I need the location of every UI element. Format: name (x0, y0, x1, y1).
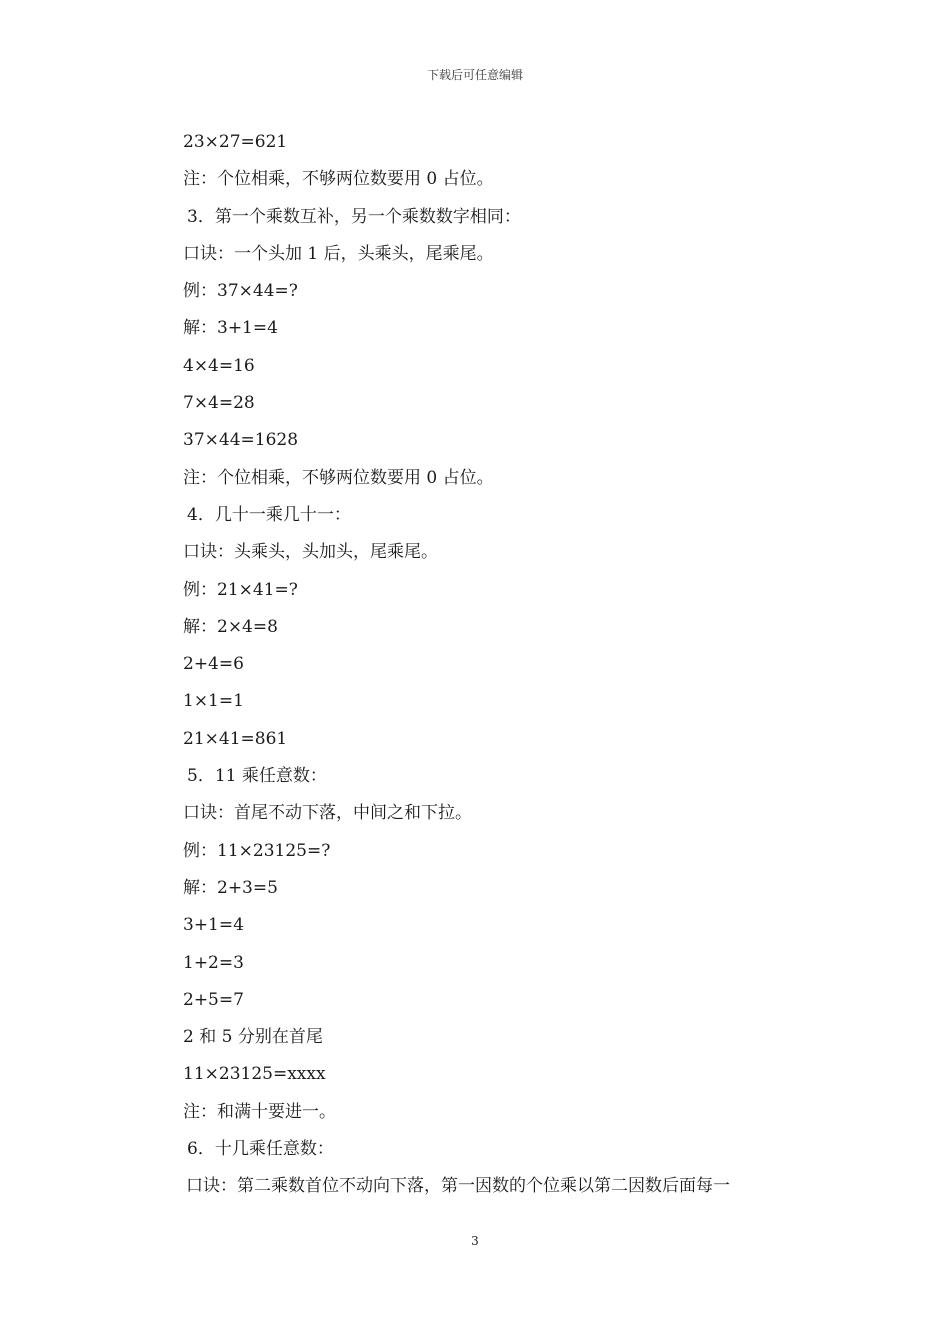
text-line: 解：3+1=4 (183, 318, 278, 339)
text-line: 1+2=3 (183, 952, 244, 973)
text-line: 例：21×41=? (183, 579, 298, 600)
text-line: 4×4=16 (183, 355, 255, 376)
text-line: 1×1=1 (183, 691, 244, 712)
text-line: 口诀：一个头加 1 后，头乘头，尾乘尾。 (183, 243, 494, 264)
section-heading: 6．十几乘任意数： (187, 1139, 334, 1160)
text-line: 2 和 5 分别在首尾 (183, 1027, 323, 1048)
text-line: 注：和满十要进一。 (183, 1101, 336, 1122)
text-line: 例：11×23125=? (183, 840, 331, 861)
text-line: 口诀：首尾不动下落，中间之和下拉。 (183, 803, 472, 824)
text-line: 21×41=861 (183, 728, 288, 749)
text-line: 2+4=6 (183, 654, 244, 675)
text-line: 37×44=1628 (183, 430, 299, 451)
page-number: 3 (471, 1234, 479, 1248)
text-line: 23×27=621 (183, 132, 288, 152)
text-line: 解：2+3=5 (183, 877, 278, 898)
text-line: 注：个位相乘，不够两位数要用 0 占位。 (183, 467, 494, 488)
section-heading: 3．第一个乘数互补，另一个乘数数字相同： (187, 206, 521, 227)
document-body (183, 124, 823, 1206)
text-line: 2+5=7 (183, 989, 244, 1010)
page-header: 下载后可任意编辑 (426, 68, 523, 82)
text-line: 口诀：头乘头，头加头，尾乘尾。 (183, 542, 438, 563)
text-line: 11×23125=xxxx (183, 1064, 326, 1085)
text-line: 7×4=28 (183, 393, 255, 414)
text-line: 解：2×4=8 (183, 616, 278, 637)
text-line: 3+1=4 (183, 915, 244, 936)
text-line: 例：37×44=? (183, 281, 298, 302)
text-line: 口诀：第二乘数首位不动向下落，第一因数的个位乘以第二因数后面每一 (186, 1176, 730, 1197)
text-line: 注：个位相乘，不够两位数要用 0 占位。 (183, 169, 494, 190)
section-heading: 4．几十一乘几十一： (187, 504, 351, 525)
section-heading: 5．11 乘任意数： (187, 766, 327, 787)
